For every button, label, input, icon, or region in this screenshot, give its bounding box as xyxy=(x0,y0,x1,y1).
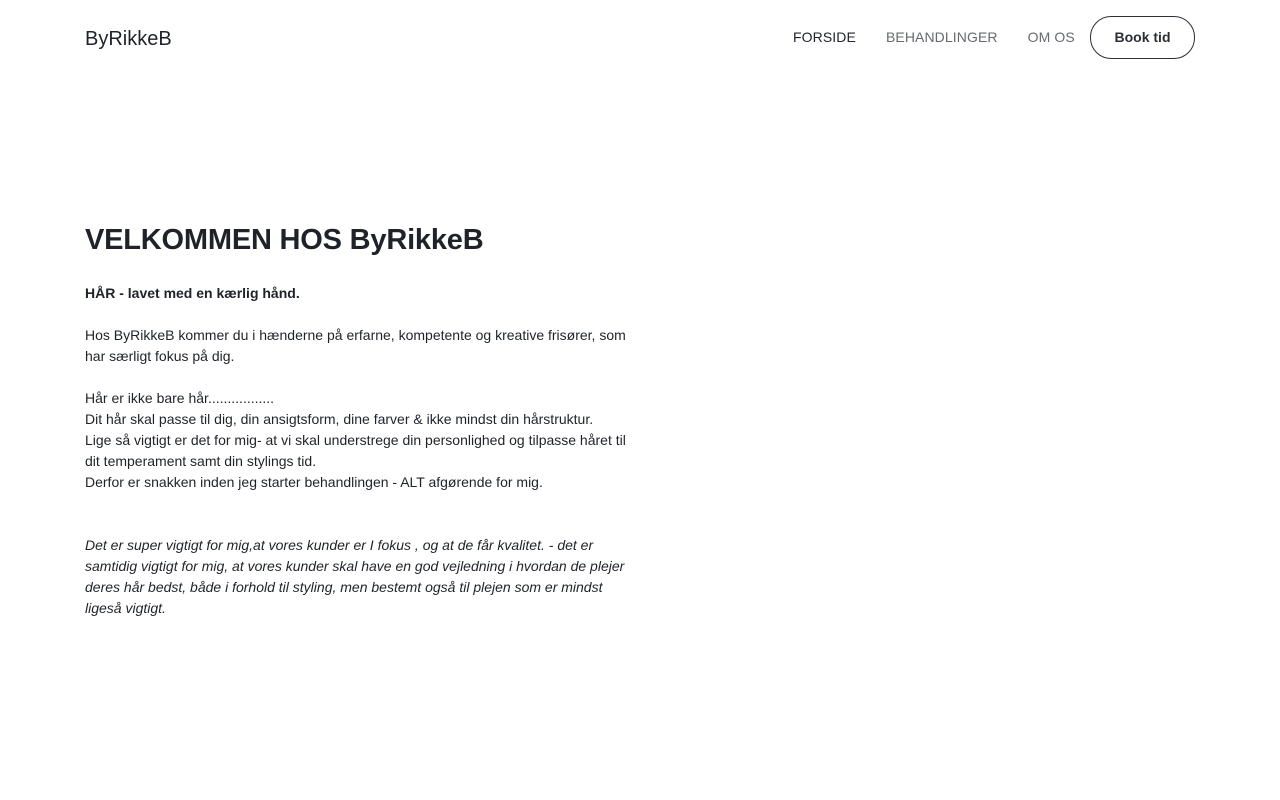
welcome-text xyxy=(85,283,630,619)
spacer xyxy=(85,304,630,325)
italic-paragraph: Det er super vigtigt for mig,at vores kunder er I fokus , og at de får kvalitet. - det er samtidig vigtigt for mig, at vores kunder skal have en god vejledning i hvordan de plejer deres hår bedst, både i forhold til styling, men bestemt også til plejen som er mindst ligeså vigtigt. xyxy=(85,537,625,616)
text-line: Derfor er snakken inden jeg starter behandlingen - ALT afgørende for mig. xyxy=(85,474,543,490)
main-content xyxy=(85,222,630,619)
site-header xyxy=(0,0,1280,76)
spacer xyxy=(85,493,630,535)
main-nav xyxy=(793,28,1075,46)
spacer xyxy=(85,367,630,388)
page-title: VELKOMMEN HOS ByRikkeB xyxy=(85,224,484,256)
intro-paragraph: Hos ByRikkeB kommer du i hænderne på erfarne, kompetente og kreative frisører, som har særligt fokus på dig. xyxy=(85,327,626,364)
text-line: Hår er ikke bare hår................. xyxy=(85,390,275,406)
lead-text: HÅR - lavet med en kærlig hånd. xyxy=(85,285,300,301)
text-line: Dit hår skal passe til dig, din ansigtsform, dine farver & ikke mindst din hårstruktur. xyxy=(85,411,594,427)
nav-item-forside[interactable]: FORSIDE xyxy=(793,29,856,45)
brand-logo-link[interactable]: ByRikkeB xyxy=(85,28,172,50)
nav-item-behandlinger[interactable]: BEHANDLINGER xyxy=(885,29,998,45)
text-line: Lige så vigtigt er det for mig- at vi skal understrege din personlighed og tilpasse håret til dit temperament samt din stylings tid. xyxy=(85,432,626,469)
nav-item-om-os[interactable]: OM OS xyxy=(1027,29,1075,45)
book-button[interactable]: Book tid xyxy=(1090,16,1195,59)
